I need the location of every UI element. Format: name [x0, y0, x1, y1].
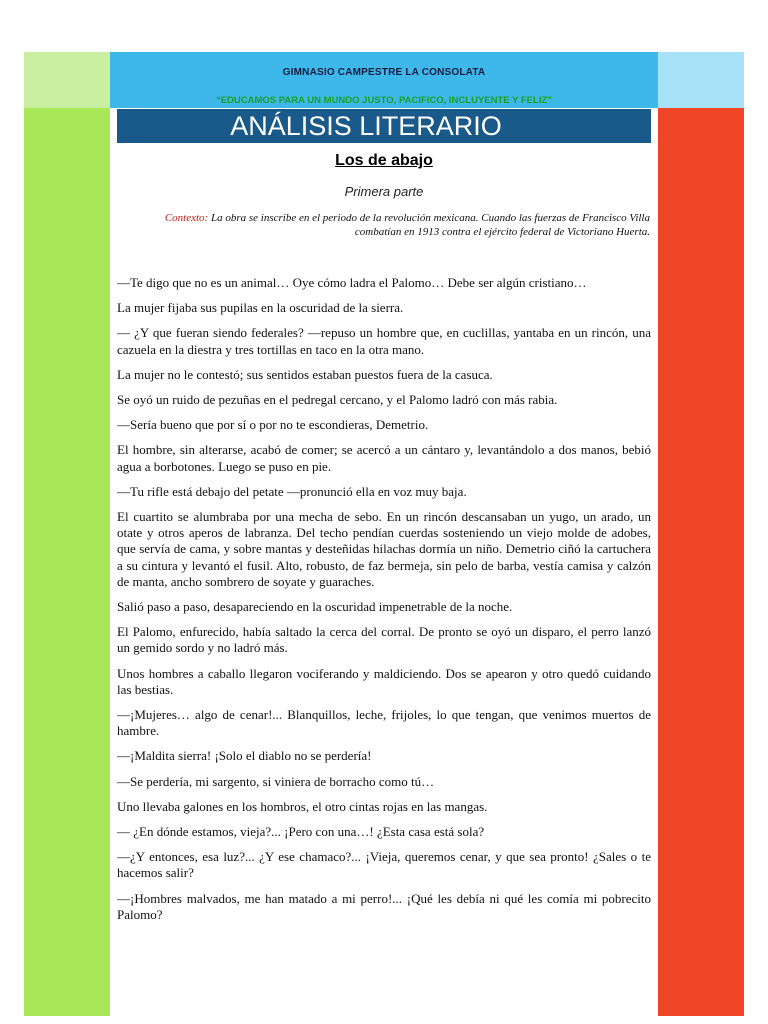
book-title: Los de abajo [335, 152, 433, 169]
paragraph: Salió paso a paso, desapareciendo en la oscuridad impenetrable de la noche. [117, 599, 513, 615]
paragraph: La mujer no le contestó; sus sentidos estaban puestos fuera de la casuca. [117, 366, 493, 382]
paragraph: —Se perdería, mi sargento, si viniera de borracho como tú… [117, 773, 435, 789]
paragraph: Se oyó un ruido de pezuñas en el pedregal cercano, y el Palomo ladró con más rabia. [117, 392, 558, 408]
context-note [150, 211, 650, 239]
paragraph: Unos hombres a caballo llegaron vociferando y maldiciendo. Dos se apearon y otro quedó cuidando las bestias. [117, 665, 651, 697]
paragraph: —Te digo que no es un animal… Oye cómo ladra el Palomo… Debe ser algún cristiano… [117, 275, 587, 290]
paragraph: Uno llevaba galones en los hombros, el otro cintas rojas en las mangas. [117, 798, 488, 814]
part-subtitle: Primera parte [344, 184, 424, 199]
context-text: La obra se inscribe en el periodo de la revolución mexicana. Cuando las fuerzas de Francisco Villa combatían en 1913 contra el ejército federal de Victoriano Huerta. [210, 212, 650, 238]
story-text [117, 275, 651, 932]
paragraph: —Tu rifle está debajo del petate —pronunció ella en voz muy baja. [117, 483, 467, 499]
paragraph: —¡Maldita sierra! ¡Solo el diablo no se perdería! [117, 748, 372, 764]
school-motto: “EDUCAMOS PARA UN MUNDO JUSTO, PACIFICO, INCLUYENTE Y FELIZ” [215, 95, 553, 106]
paragraph: —¿Y entonces, esa luz?... ¿Y ese chamaco?... ¡Vieja, queremos cenar, y que sea pronto! ¿Sales o te hacemos salir? [117, 849, 651, 881]
left-top-color-block [24, 52, 110, 108]
paragraph: —¡Mujeres… algo de cenar!... Blanquillos, leche, frijoles, lo que tengan, que venimos muertos de hambre. [117, 707, 651, 739]
paragraph: El hombre, sin alterarse, acabó de comer; se acercó a un cántaro y, levantándolo a dos manos, bebió agua a borbotones. Luego se puso en pie. [117, 442, 651, 474]
context-label: Contexto: [164, 212, 209, 224]
paragraph: — ¿Y que fueran siendo federales? —repuso un hombre que, en cuclillas, yantaba en un rincón, una cazuela en la diestra y tres tortillas en taco en la otra mano. [117, 325, 651, 357]
document-title-box [117, 109, 651, 143]
paragraph: La mujer fijaba sus pupilas en la oscuridad de la sierra. [117, 300, 404, 316]
paragraph: —Sería bueno que por sí o por no te escondieras, Demetrio. [117, 417, 429, 433]
right-top-color-block [658, 52, 744, 108]
paragraph: — ¿En dónde estamos, vieja?... ¡Pero con una…! ¿Esta casa está sola? [117, 824, 485, 840]
left-color-bar [24, 108, 110, 1016]
paragraph: El Palomo, enfurecido, había saltado la cerca del corral. De pronto se oyó un disparo, el perro lanzó un gemido sordo y no ladró más. [117, 624, 651, 656]
paragraph: —¡Hombres malvados, me han matado a mi perro!... ¡Qué les debía ni qué les comía mi pobrecito Palomo? [117, 890, 651, 922]
school-name: GIMNASIO CAMPESTRE LA CONSOLATA [282, 67, 486, 78]
paragraph: El cuartito se alumbraba por una mecha de sebo. En un rincón descansaban un yugo, un arado, un otate y otros aperos de labranza. Del techo pendían cuerdas sosteniendo un viejo molde de adobes, que servía de cama, y sobre mantas y desteñidas hilachas dormía un niño. Demetrio ciñó la cartuchera a su cintura y levantó el fusil. Alto, robusto, de faz bermeja, sin pelo de barba, vestía camisa y calzón de manta, ancho sombrero de soyate y guaraches. [117, 509, 651, 589]
right-color-bar [658, 108, 744, 1016]
document-title: ANÁLISIS LITERARIO [230, 111, 502, 141]
